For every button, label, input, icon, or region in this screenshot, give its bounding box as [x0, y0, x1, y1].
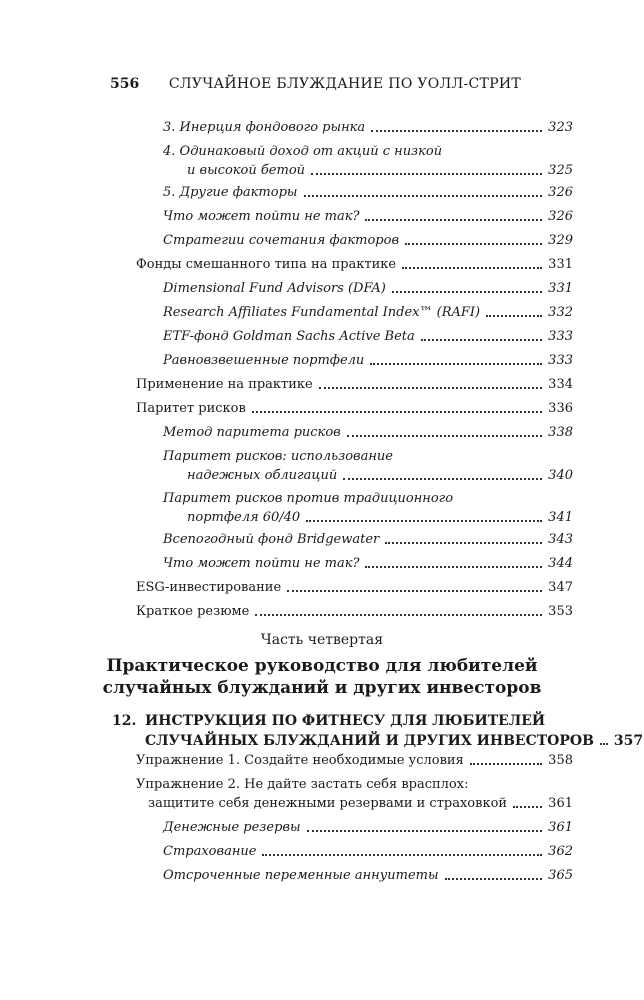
toc-entry-page: 336 [548, 401, 573, 416]
dot-leader [385, 542, 542, 544]
chapter-entry[interactable] [112, 711, 644, 751]
toc-entry-page: 329 [548, 233, 573, 248]
dot-leader [513, 806, 542, 808]
toc-entry[interactable] [136, 399, 573, 418]
toc-entry-page: 344 [548, 556, 573, 571]
dot-leader [304, 195, 543, 197]
toc-entry-page: 353 [548, 604, 573, 619]
toc-entry[interactable] [163, 530, 573, 549]
page-number: 556 [110, 76, 140, 92]
part-title [0, 655, 644, 699]
toc-entry-page: 323 [548, 120, 573, 135]
chapter-page: 357 [613, 733, 644, 749]
toc-entry-page: 362 [548, 844, 573, 859]
toc-entry[interactable] [136, 375, 573, 394]
dot-leader [445, 878, 543, 880]
toc-entry[interactable] [163, 231, 573, 250]
toc-entry-title: Отсроченные переменные аннуитеты [163, 868, 439, 883]
toc-entry-title: защитите себя денежными резервами и страховкой [148, 796, 508, 811]
toc-entry-title: 5. Другие факторы [163, 185, 298, 200]
toc-entry[interactable] [136, 751, 573, 770]
dot-leader [252, 411, 542, 413]
toc-entry[interactable] [136, 775, 573, 813]
toc-entry-title: Применение на практике [136, 377, 313, 392]
toc-entry-page: 334 [548, 377, 573, 392]
part-title-line1: Практическое руководство для любителей [106, 656, 538, 676]
dot-leader [402, 267, 542, 269]
toc-entry[interactable] [163, 142, 573, 180]
toc-entry[interactable] [163, 327, 573, 346]
toc-entry-page: 333 [548, 329, 573, 344]
toc-entry[interactable] [163, 183, 573, 202]
toc-entry[interactable] [136, 602, 573, 621]
dot-leader [307, 830, 543, 832]
dot-leader [365, 566, 542, 568]
toc-entry-page: 331 [548, 257, 573, 272]
toc-entry-title: Фонды смешанного типа на практике [136, 257, 397, 272]
toc-entry-title: Всепогодный фонд Bridgewater [163, 532, 380, 547]
dot-leader [306, 520, 542, 522]
toc-entry-title: ETF-фонд Goldman Sachs Active Beta [163, 329, 415, 344]
toc-entry[interactable] [163, 489, 573, 527]
toc-entry-page: 347 [548, 580, 573, 595]
dot-leader [287, 590, 542, 592]
toc-entry-page: 333 [548, 353, 573, 368]
toc-entry-title-line1: Паритет рисков: использование [163, 449, 393, 464]
dot-leader [470, 763, 542, 765]
toc-entry-page: 326 [548, 185, 573, 200]
toc-entry-title-line1: Упражнение 2. Не дайте застать себя врасплох: [136, 777, 469, 792]
dot-leader [405, 243, 542, 245]
toc-entry[interactable] [136, 255, 573, 274]
toc-entry-title: Краткое резюме [136, 604, 250, 619]
toc-entry-page: 340 [548, 468, 573, 483]
dot-leader [392, 291, 542, 293]
dot-leader [600, 743, 608, 745]
toc-entry[interactable] [163, 351, 573, 370]
toc-entry-page: 358 [548, 753, 573, 768]
toc-entry[interactable] [163, 447, 573, 485]
dot-leader [371, 130, 542, 132]
toc-entry[interactable] [163, 207, 573, 226]
toc-entry-title-line1: 4. Одинаковый доход от акций с низкой [163, 144, 443, 159]
toc-entry-title: Стратегии сочетания факторов [163, 233, 400, 248]
toc-entry[interactable] [163, 423, 573, 442]
toc-entry-page: 361 [548, 796, 573, 811]
toc-entry-title: Денежные резервы [163, 820, 301, 835]
toc-entry-page: 325 [548, 163, 573, 178]
dot-leader [347, 435, 542, 437]
toc-entry-title: портфеля 60/40 [187, 510, 301, 525]
toc-entry[interactable] [163, 279, 573, 298]
chapter-title-line2: СЛУЧАЙНЫХ БЛУЖДАНИЙ И ДРУГИХ ИНВЕСТОРОВ [145, 733, 594, 749]
toc-entry-title: 3. Инерция фондового рынка [163, 120, 366, 135]
toc-entry-page: 331 [548, 281, 573, 296]
toc-entry[interactable] [136, 578, 573, 597]
dot-leader [365, 219, 542, 221]
toc-entry-title: Research Affiliates Fundamental Index™ (RAFI) [163, 305, 481, 320]
part-title-line2: случайных блужданий и других инвесторов [102, 678, 542, 698]
toc-entry[interactable] [163, 118, 573, 137]
toc-entry-page: 332 [548, 305, 573, 320]
toc-entry-title: Упражнение 1. Создайте необходимые условия [136, 753, 464, 768]
running-title: СЛУЧАЙНОЕ БЛУЖДАНИЕ ПО УОЛЛ-СТРИТ [168, 76, 522, 92]
toc-entry-page: 361 [548, 820, 573, 835]
toc-entry[interactable] [163, 303, 573, 322]
toc-entry-title: ESG-инвестирование [136, 580, 282, 595]
toc-entry-title-line1: Паритет рисков против традиционного [163, 491, 454, 506]
toc-entry-page: 338 [548, 425, 573, 440]
toc-entry-title: Метод паритета рисков [163, 425, 341, 440]
toc-entry[interactable] [163, 554, 573, 573]
dot-leader [486, 315, 542, 317]
dot-leader [319, 387, 542, 389]
chapter-title-line1: ИНСТРУКЦИЯ ПО ФИТНЕСУ ДЛЯ ЛЮБИТЕЛЕЙ [145, 713, 546, 729]
toc-entry-title: Паритет рисков [136, 401, 246, 416]
toc-entry-page: 326 [548, 209, 573, 224]
toc-entry-page: 341 [548, 510, 573, 525]
toc-entry-title: надежных облигаций [187, 468, 338, 483]
chapter-number: 12. [112, 713, 137, 729]
dot-leader [343, 478, 542, 480]
dot-leader [262, 854, 542, 856]
dot-leader [311, 173, 542, 175]
dot-leader [370, 363, 542, 365]
toc-entry-page: 343 [548, 532, 573, 547]
toc-entry-page: 365 [548, 868, 573, 883]
toc-entry-title: Dimensional Fund Advisors (DFA) [163, 281, 386, 296]
dot-leader [421, 339, 542, 341]
toc-entry-title: Равновзвешенные портфели [163, 353, 365, 368]
toc-entry[interactable] [163, 818, 573, 837]
toc-entry-title: Что может пойти не так? [163, 556, 360, 571]
toc-entry[interactable] [163, 842, 573, 861]
toc-entry-title: Что может пойти не так? [163, 209, 360, 224]
page-header [110, 76, 580, 96]
toc-entry[interactable] [163, 866, 573, 885]
part-label: Часть четвертая [260, 632, 384, 648]
toc-entry-title: Страхование [163, 844, 257, 859]
toc-entry-title: и высокой бетой [187, 163, 306, 178]
dot-leader [255, 614, 542, 616]
